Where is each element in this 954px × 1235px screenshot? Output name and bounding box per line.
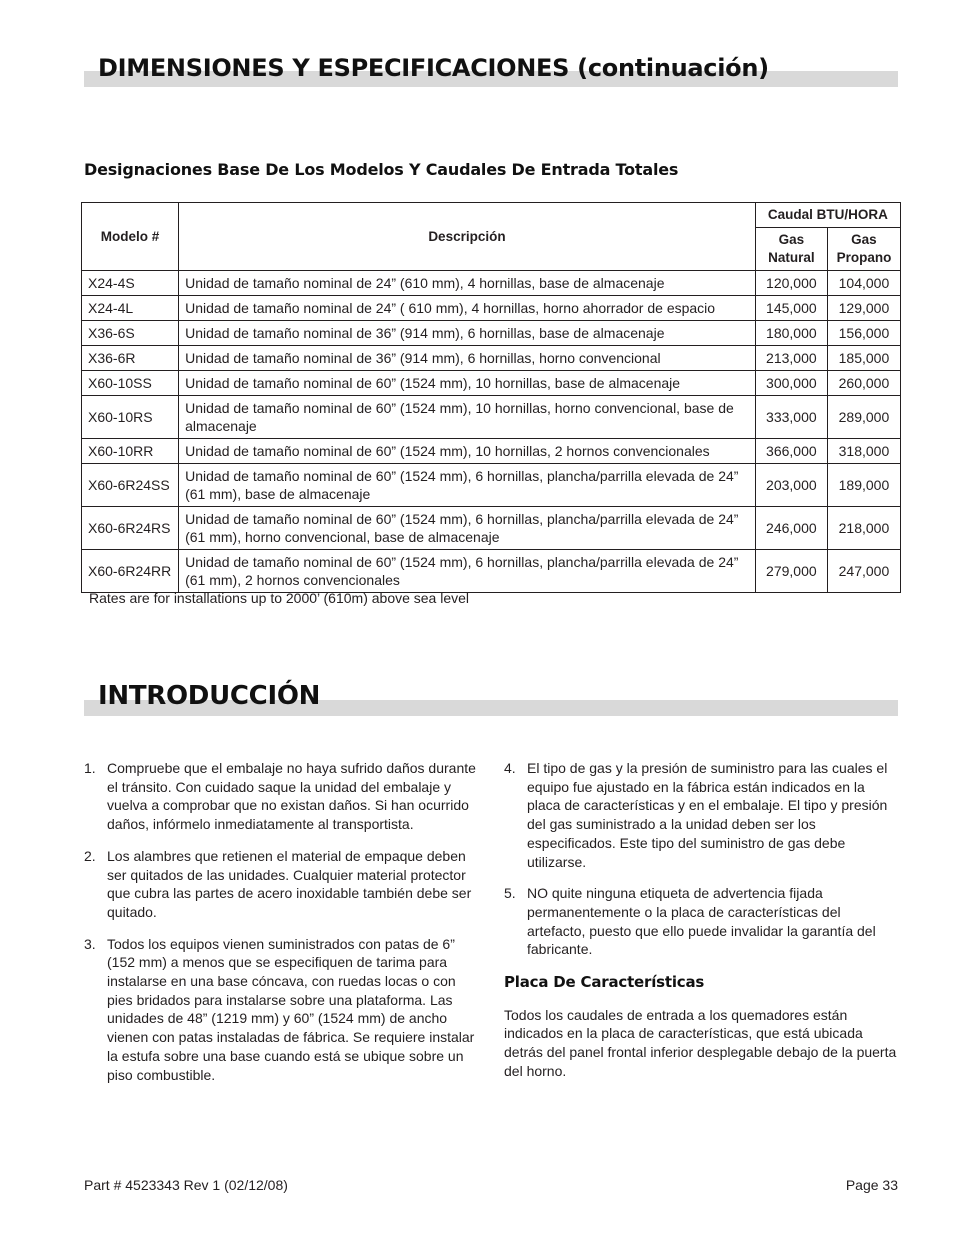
natural-gas-rate-cell: 120,000 — [755, 271, 827, 296]
column-header-model: Modelo # — [82, 203, 179, 271]
table-row — [82, 371, 901, 396]
list-item — [84, 847, 480, 922]
description-cell: Unidad de tamaño nominal de 60” (1524 mm), 6 hornillas, plancha/parrilla elevada de 24” (61 mm), horno convencional, base de almacenaje — [179, 507, 756, 550]
natural-gas-rate-cell: 145,000 — [755, 296, 827, 321]
table-row — [82, 346, 901, 371]
table-row — [82, 396, 901, 439]
intro-right-column — [504, 759, 898, 1081]
section-title-dimensions: DIMENSIONES Y ESPECIFICACIONES (continuación) — [98, 54, 769, 82]
description-cell: Unidad de tamaño nominal de 60” (1524 mm), 10 hornillas, 2 hornos convencionales — [179, 439, 756, 464]
table-row — [82, 296, 901, 321]
propane-rate-cell: 247,000 — [827, 550, 900, 593]
description-cell: Unidad de tamaño nominal de 36” (914 mm), 6 hornillas, horno convencional — [179, 346, 756, 371]
table-heading: Designaciones Base De Los Modelos Y Caudales De Entrada Totales — [84, 160, 679, 179]
model-cell: X60-10SS — [82, 371, 179, 396]
list-item — [84, 759, 480, 834]
column-header-description: Descripción — [179, 203, 756, 271]
model-cell: X60-6R24RR — [82, 550, 179, 593]
list-item-text: NO quite ninguna etiqueta de advertencia fijada permanentemente o la placa de características del artefacto, puesto que ello puede invalidar la garantía del fabricante. — [527, 885, 876, 958]
part-number: Part # 4523343 Rev 1 (02/12/08) — [84, 1177, 288, 1193]
list-item-number: 4. — [504, 760, 516, 776]
natural-gas-rate-cell: 333,000 — [755, 396, 827, 439]
column-header-natural-gas: Gas Natural — [755, 228, 827, 271]
propane-rate-cell: 189,000 — [827, 464, 900, 507]
natural-gas-rate-cell: 203,000 — [755, 464, 827, 507]
propane-rate-cell: 104,000 — [827, 271, 900, 296]
nameplate-heading: Placa De Características — [504, 973, 705, 992]
list-item-number: 2. — [84, 847, 96, 864]
natural-gas-rate-cell: 279,000 — [755, 550, 827, 593]
table-row — [82, 321, 901, 346]
natural-gas-rate-cell: 246,000 — [755, 507, 827, 550]
natural-gas-rate-cell: 366,000 — [755, 439, 827, 464]
table-row — [82, 464, 901, 507]
description-cell: Unidad de tamaño nominal de 60” (1524 mm), 10 hornillas, horno convencional, base de almacenaje — [179, 396, 756, 439]
page-number: Page 33 — [845, 1177, 898, 1193]
model-cell: X60-6R24SS — [82, 464, 179, 507]
model-cell: X36-6R — [82, 346, 179, 371]
description-cell: Unidad de tamaño nominal de 24” ( 610 mm), 4 hornillas, horno ahorrador de espacio — [179, 296, 756, 321]
list-item-text: El tipo de gas y la presión de suministro para las cuales el equipo fue ajustado en la fábrica están indicados en la placa de características y en el embalaje. El tipo y presión del gas suministrado a la unidad deben ser los especificados. Este tipo del suministro de gas debe utilizarse. — [527, 760, 888, 870]
propane-rate-cell: 260,000 — [827, 371, 900, 396]
model-cell: X24-4L — [82, 296, 179, 321]
description-cell: Unidad de tamaño nominal de 60” (1524 mm), 10 hornillas, base de almacenaje — [179, 371, 756, 396]
list-item — [504, 884, 898, 959]
list-item — [504, 759, 898, 871]
propane-rate-cell: 289,000 — [827, 396, 900, 439]
natural-gas-rate-cell: 300,000 — [755, 371, 827, 396]
list-item-number: 3. — [84, 935, 96, 952]
model-cell: X36-6S — [82, 321, 179, 346]
model-cell: X60-6R24RS — [82, 507, 179, 550]
nameplate-paragraph: Todos los caudales de entrada a los quemadores están indicados en la placa de características, que está ubicada detrás del panel frontal inferior desplegable debajo de la puerta del horno. — [504, 1006, 897, 1079]
table-row — [82, 550, 901, 593]
propane-rate-cell: 129,000 — [827, 296, 900, 321]
model-cell: X24-4S — [82, 271, 179, 296]
table-footnote: Rates are for installations up to 2000’ (610m) above sea level — [89, 590, 470, 606]
table-row — [82, 439, 901, 464]
list-item-text: Compruebe que el embalaje no haya sufrido daños durante el tránsito. Con cuidado saque la unidad del embalaje y vuelva a comprobar que no existan daños. Si han ocurrido daños, infórmelo inmediatamente al transportista. — [107, 760, 476, 833]
intro-left-column — [84, 759, 480, 1097]
table-row — [82, 507, 901, 550]
section-title-introduction: INTRODUCCIÓN — [98, 681, 321, 711]
table-row — [82, 271, 901, 296]
propane-rate-cell: 218,000 — [827, 507, 900, 550]
natural-gas-rate-cell: 213,000 — [755, 346, 827, 371]
natural-gas-rate-cell: 180,000 — [755, 321, 827, 346]
propane-rate-cell: 185,000 — [827, 346, 900, 371]
list-item-number: 1. — [84, 760, 96, 776]
model-cell: X60-10RR — [82, 439, 179, 464]
description-cell: Unidad de tamaño nominal de 60” (1524 mm), 6 hornillas, plancha/parrilla elevada de 24” (61 mm), 2 hornos convencionales — [179, 550, 756, 593]
column-header-propane-gas: Gas Propano — [827, 228, 900, 271]
description-cell: Unidad de tamaño nominal de 36” (914 mm), 6 hornillas, base de almacenaje — [179, 321, 756, 346]
model-specifications-table — [81, 202, 901, 593]
list-item-text: Los alambres que retienen el material de empaque deben ser quitados de las unidades. Cualquier material protector que cubra las partes de acero inoxidable también debe ser quitado. — [107, 847, 472, 920]
propane-rate-cell: 156,000 — [827, 321, 900, 346]
description-cell: Unidad de tamaño nominal de 60” (1524 mm), 6 hornillas, plancha/parrilla elevada de 24” (61 mm), base de almacenaje — [179, 464, 756, 507]
list-item — [84, 935, 480, 1085]
model-cell: X60-10RS — [82, 396, 179, 439]
column-header-rate-group: Caudal BTU/HORA — [755, 203, 900, 228]
propane-rate-cell: 318,000 — [827, 439, 900, 464]
description-cell: Unidad de tamaño nominal de 24” (610 mm), 4 hornillas, base de almacenaje — [179, 271, 756, 296]
list-item-text: Todos los equipos vienen suministrados con patas de 6” (152 mm) a menos que se especifiquen de tarima para instalarse en una base cóncava, con ruedas locas o con pies bridados para instalarse sobre una plataforma. Las unidades de 48” (1219 mm) y 60” (1524 mm) de ancho vienen con patas instaladas de fábrica. Se requiere instalar la estufa sobre una base cuando está se ubique sobre un piso combustible. — [107, 935, 475, 1083]
list-item-number: 5. — [504, 885, 516, 902]
